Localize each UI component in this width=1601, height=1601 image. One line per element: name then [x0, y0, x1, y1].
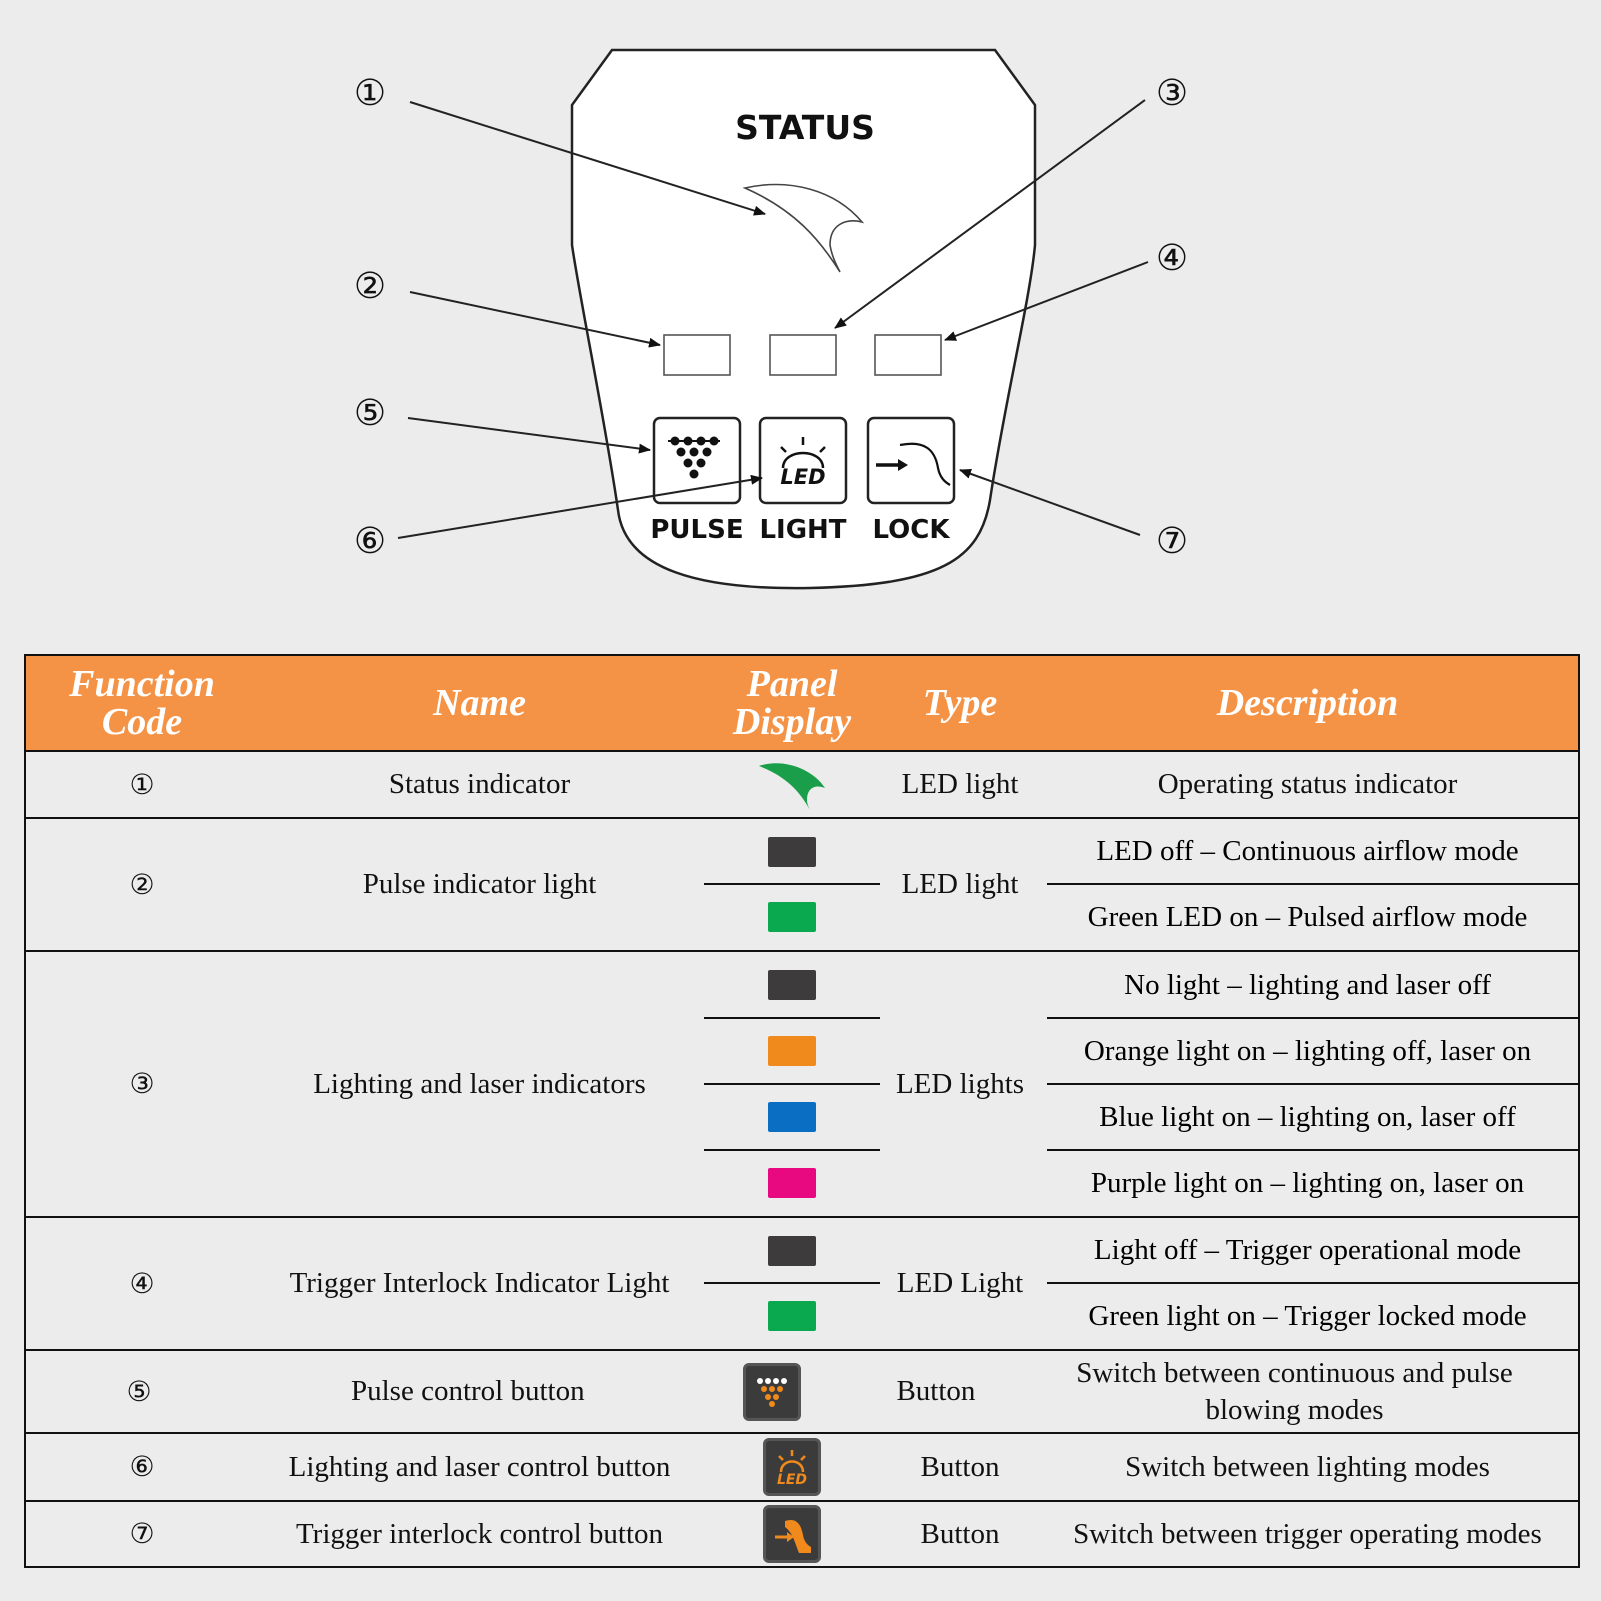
- callout-7: ⑦: [1155, 521, 1189, 562]
- row-description: Switch between trigger operating modes: [1073, 1517, 1542, 1550]
- row-description: Green LED on – Pulsed airflow mode: [1087, 900, 1528, 933]
- led-window-pulse: [664, 335, 730, 375]
- function-code: ①: [129, 769, 155, 801]
- row-description: Switch between continuous and pulse blowing modes: [1076, 1356, 1513, 1426]
- callout-3: ③: [1155, 73, 1189, 114]
- purple-light-swatch: [768, 1168, 816, 1198]
- row-type: Button: [896, 1375, 976, 1407]
- light-button[interactable]: [760, 418, 846, 503]
- row-name: Pulse indicator light: [362, 868, 597, 900]
- panel-display: [701, 752, 883, 817]
- table-row: [26, 819, 1578, 952]
- lock-label: LOCK: [872, 515, 950, 545]
- callout-4: ④: [1155, 238, 1189, 279]
- callout-2: ②: [353, 266, 387, 307]
- row-type: LED light: [901, 768, 1019, 800]
- lock-trigger-icon: [771, 1513, 813, 1555]
- table-header: [26, 656, 1578, 752]
- row-type: LED lights: [895, 1067, 1025, 1100]
- callout-6: ⑥: [353, 521, 387, 562]
- row-name: Lighting and laser indicators: [313, 1067, 646, 1100]
- row-description: Blue light on – lighting on, laser off: [1037, 1084, 1578, 1150]
- panel-display: [701, 1218, 883, 1349]
- row-type: LED Light: [896, 1267, 1024, 1299]
- light-off-swatch: [768, 1236, 816, 1266]
- row-description: Green light on – Trigger locked mode: [1088, 1299, 1527, 1332]
- led-text: LED: [780, 465, 826, 489]
- table-row: [26, 1218, 1578, 1351]
- function-code: ③: [129, 1069, 155, 1100]
- function-code: ④: [129, 1268, 155, 1300]
- row-type: Button: [920, 1517, 1000, 1550]
- row-name: Trigger interlock control button: [295, 1517, 664, 1550]
- row-description: Switch between lighting modes: [1125, 1450, 1490, 1483]
- row-type: LED light: [901, 868, 1019, 900]
- blue-light-swatch: [768, 1102, 816, 1132]
- panel-display: [684, 1351, 861, 1432]
- orange-light-swatch: [768, 1036, 816, 1066]
- function-code: ⑥: [129, 1452, 155, 1483]
- lock-button-icon: [763, 1505, 821, 1563]
- panel-display: [701, 952, 883, 1216]
- table-row: [26, 1434, 1578, 1502]
- led-window-lock: [875, 335, 941, 375]
- table-row: [26, 1351, 1578, 1434]
- pulse-label: PULSE: [650, 515, 744, 545]
- row-name: Pulse control button: [351, 1375, 585, 1407]
- panel-display: [701, 1434, 883, 1500]
- row-description: LED off – Continuous airflow mode: [1037, 819, 1578, 884]
- function-code: ②: [129, 869, 155, 901]
- pulse-button[interactable]: [654, 418, 740, 503]
- header-type: Type: [922, 682, 998, 724]
- header-function-code: Function Code: [69, 663, 215, 743]
- row-type: Button: [920, 1450, 1000, 1483]
- control-panel-diagram: [0, 0, 1601, 640]
- row-name: Lighting and laser control button: [288, 1450, 671, 1483]
- table-row: [26, 952, 1578, 1218]
- lock-button[interactable]: [868, 418, 954, 503]
- row-description: No light – lighting and laser off: [1037, 952, 1578, 1018]
- row-descriptions: [1037, 819, 1578, 950]
- led-off-swatch: [768, 837, 816, 867]
- pulse-button-icon: [743, 1363, 801, 1421]
- callout-5: ⑤: [353, 393, 387, 434]
- panel-title: STATUS: [735, 108, 875, 147]
- function-code: ⑤: [126, 1376, 152, 1408]
- header-panel-display: Panel Display: [732, 663, 852, 743]
- panel-display: [701, 819, 883, 950]
- row-description: Light off – Trigger operational mode: [1037, 1218, 1578, 1283]
- led-light-icon: [771, 1446, 813, 1488]
- function-code: ⑦: [129, 1519, 155, 1550]
- callout-1: ①: [353, 73, 387, 114]
- table-row: [26, 752, 1578, 819]
- function-table: [24, 654, 1580, 1568]
- row-name: Status indicator: [388, 768, 571, 800]
- green-light-swatch: [768, 1301, 816, 1331]
- led-text: LED: [776, 1472, 808, 1488]
- light-button-icon: [763, 1438, 821, 1496]
- row-descriptions: [1037, 952, 1578, 1216]
- header-description: Description: [1216, 682, 1399, 724]
- row-description: Orange light on – lighting off, laser on: [1037, 1018, 1578, 1084]
- row-description: Operating status indicator: [1157, 768, 1458, 800]
- pulse-grape-icon: [752, 1372, 792, 1412]
- light-label: LIGHT: [759, 515, 847, 545]
- header-name: Name: [433, 682, 526, 724]
- led-green-swatch: [768, 902, 816, 932]
- panel-display: [701, 1502, 883, 1566]
- row-description: Purple light on – lighting on, laser on: [1090, 1166, 1525, 1199]
- row-descriptions: [1037, 1218, 1578, 1349]
- status-swoosh-icon: [757, 760, 827, 810]
- table-row: [26, 1502, 1578, 1566]
- row-name: Trigger Interlock Indicator Light: [289, 1267, 670, 1299]
- led-window-light: [770, 335, 836, 375]
- no-light-swatch: [768, 970, 816, 1000]
